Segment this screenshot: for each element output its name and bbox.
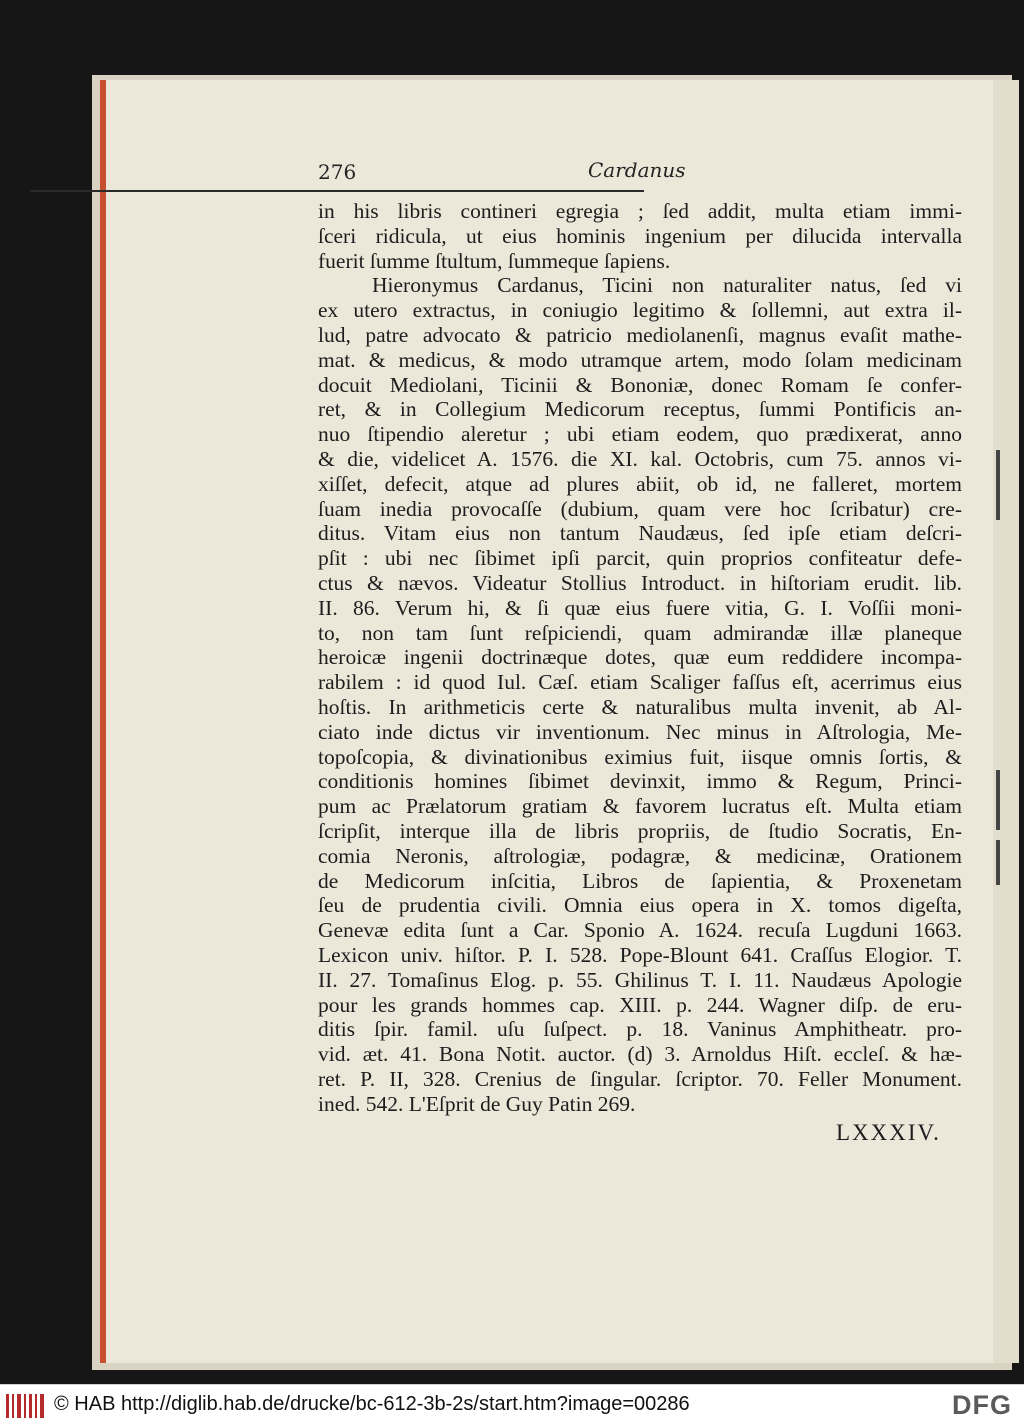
text-line: ditis ſpir. famil. uſu ſuſpect. p. 18. Vaninus Amphitheatr. pro- [318,1017,962,1042]
running-title: Cardanus [588,158,686,182]
edge-mark [996,450,1000,520]
dfg-logo: DFG [952,1390,1012,1420]
text-line: conditionis homines ſibimet devinxit, immo & Regum, Princi- [318,769,962,794]
text-line: ciato inde dictus vir inventionum. Nec minus in Aſtrologia, Me- [318,719,962,744]
text-line: ret. P. II, 328. Crenius de ſingular. ſcriptor. 70. Feller Monument. [318,1066,962,1091]
text-line: rabilem : id quod Iul. Cæſ. etiam Scaliger faſſus eſt, acerrimus eius [318,670,962,695]
text-line: pſit : ubi nec ſibimet ipſi parcit, quin proprios confiteatur defe- [318,546,962,571]
text-line: fuerit ſumme ſtultum, ſummeque ſapiens. [318,248,671,273]
right-page-edge [993,80,1019,1363]
edge-mark [996,770,1000,830]
text-line: II. 27. Tomaſinus Elog. p. 55. Ghilinus T. I. 11. Naudæus Apologie [318,967,962,992]
viewer-footer [0,1384,1024,1425]
header-rule [30,190,644,192]
text-line: ret, & in Collegium Medicorum receptus, ſummi Pontificis an- [318,397,962,422]
text-line: ctus & nævos. Videatur Stollius Introduct. in hiſtoriam erudit. lib. [318,570,962,595]
text-line: Genevæ edita ſunt a Car. Sponio A. 1624. recuſa Lugduni 1663. [318,918,962,943]
edge-mark [996,840,1000,885]
catchword: LXXXIV. [836,1120,941,1145]
text-line: comia Neronis, aſtrologiæ, podagræ, & medicinæ, Orationem [318,843,962,868]
text-line: & die, videlicet A. 1576. die XI. kal. Octobris, cum 75. annos vi- [318,446,962,471]
text-line: hoſtis. In arithmeticis certe & naturalibus multa invenit, ab Al- [318,694,962,719]
text-line: ditus. Vitam eius non tantum Naudæus, ſed ipſe etiam deſcri- [318,521,962,546]
text-line: pum ac Prælatorum gratiam & favorem lucratus eſt. Multa etiam [318,794,962,819]
body-text [318,199,962,1116]
text-line: ined. 542. L'Eſprit de Guy Patin 269. [318,1091,636,1116]
copyright-link[interactable]: © HAB http://diglib.hab.de/drucke/bc-612-3b-2s/start.htm?image=00286 [54,1393,690,1415]
text-line: nuo ſtipendio aleretur ; ubi etiam eodem, quo prædixerat, anno [318,422,962,447]
text-line: xiſſet, defecit, atque ad plures abiit, ob id, ne falleret, mortem [318,471,962,496]
text-line: docuit Mediolani, Ticinii & Bononiæ, donec Romam ſe confer- [318,372,962,397]
text-line: ſcripſit, interque illa de libris propriis, de ſtudio Socratis, En- [318,818,962,843]
page-number: 276 [318,160,357,184]
text-line: Hieronymus Cardanus, Ticini non naturaliter natus, ſed vi [372,273,962,298]
text-line: in his libris contineri egregia ; ſed addit, multa etiam immi- [318,199,962,223]
text-line: Lexicon univ. hiſtor. P. I. 528. Pope-Blount 641. Craſſus Elogior. T. [318,942,962,967]
text-line: ſuam inedia provocaſſe (dubium, quam vere hoc ſcribatur) cre- [318,496,962,521]
text-line: vid. æt. 41. Bona Notit. auctor. (d) 3. Arnoldus Hiſt. eccleſ. & hæ- [318,1042,962,1067]
text-line: de Medicorum inſcitia, Libros de ſapientia, & Proxenetam [318,868,962,893]
text-line: topoſcopia, & divinationibus eximius fuit, iisque omnis ſortis, & [318,744,962,769]
text-line: ſceri ridicula, ut eius hominis ingenium per dilucida intervalla [318,223,962,248]
running-head [318,156,962,190]
text-line: ſeu de prudentia civili. Omnia eius opera in X. tomos digeſta, [318,893,962,918]
text-line: mat. & medicus, & modo utramque artem, modo ſolam medicinam [318,347,962,372]
text-line: to, non tam ſunt reſpiciendi, quam admirandæ illæ planeque [318,620,962,645]
text-line: lud, patre advocato & patricio mediolanenſi, magnus evaſit mathe- [318,322,962,347]
text-line: heroicæ ingenii doctrinæque dotes, quæ eum reddidere incompa- [318,645,962,670]
text-line: ex utero extractus, in coniugio legitimo & ſollemni, aut extra il- [318,298,962,323]
hab-barcode-logo [6,1394,44,1418]
text-line: pour les grands hommes cap. XIII. p. 244. Wagner diſp. de eru- [318,992,962,1017]
text-line: II. 86. Verum hi, & ſi quæ eius fuere vitia, G. I. Voſſii moni- [318,595,962,620]
